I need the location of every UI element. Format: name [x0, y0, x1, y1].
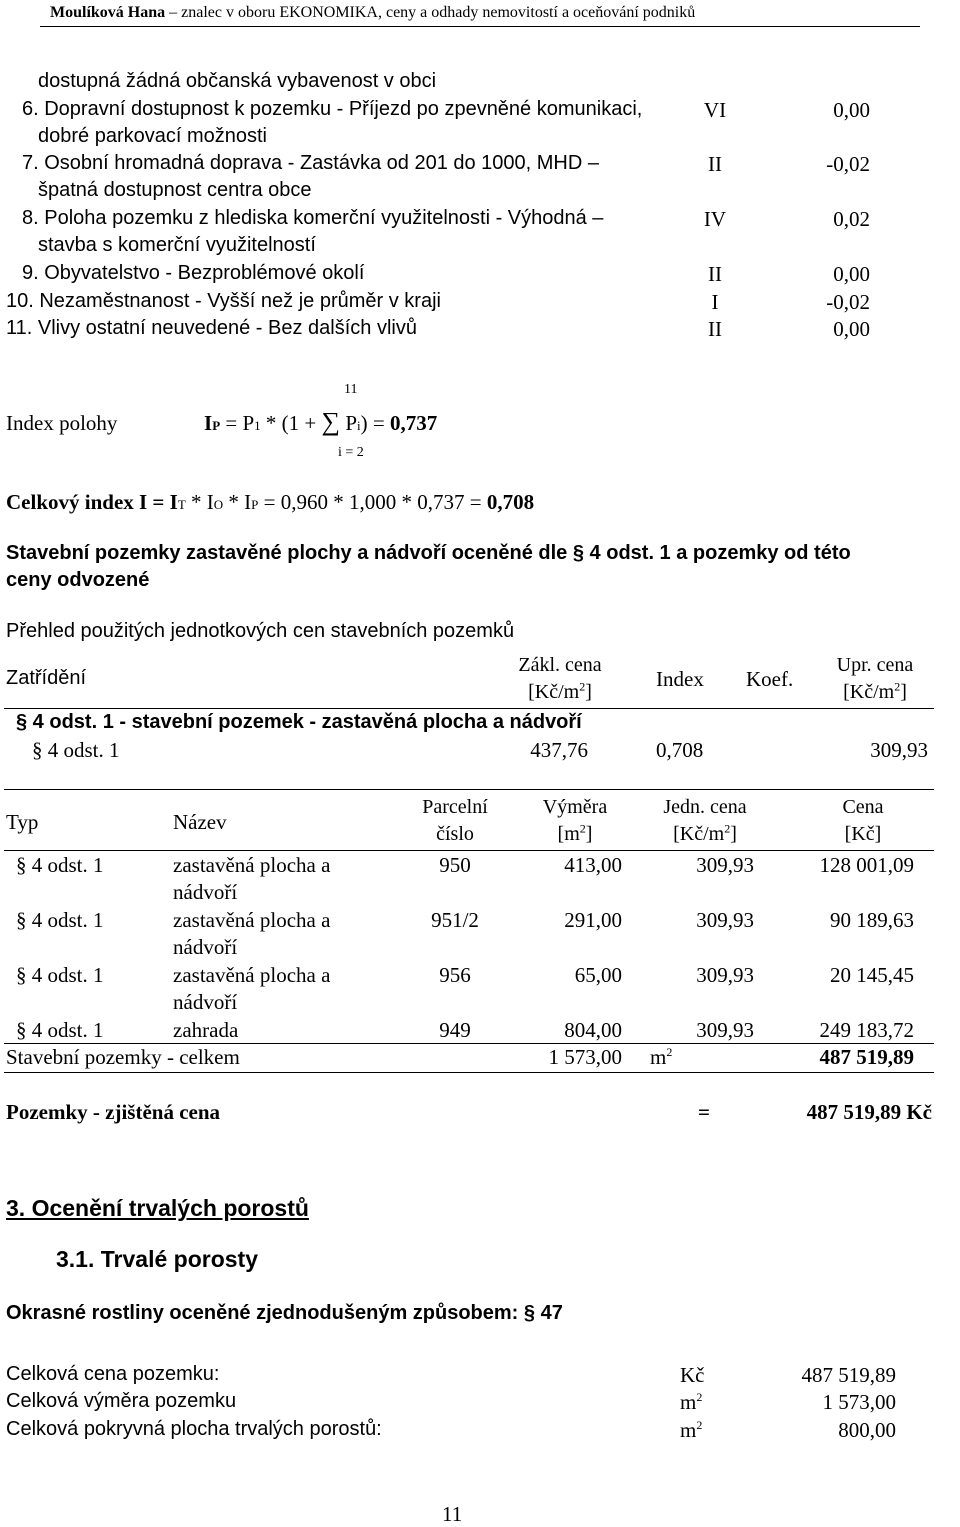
- summary-unit: $m^2$: [680, 1390, 703, 1414]
- celkovy-index-result: 0,708: [486, 490, 535, 514]
- section-pozemky-line2: ceny odvozené: [6, 569, 150, 591]
- summary-label: Celková pokryvná plocha trvalých porostů:: [6, 1418, 382, 1440]
- t1-row-zakl: 437,76: [530, 738, 588, 762]
- table-row-typ: § 4 odst. 1: [16, 908, 104, 932]
- page-header: [50, 4, 695, 22]
- prehled-title: Přehled použitých jednotkových cen stavebních pozemků: [6, 620, 515, 642]
- factor-10-class: I: [711, 290, 719, 314]
- table-row-nazev-cont: nádvoří: [173, 990, 238, 1014]
- table-row-nazev-cont: nádvoří: [173, 935, 238, 959]
- t1-header-upr-2: $[Kč/m^2]$: [843, 679, 907, 703]
- table-row-nazev: zastavěná plocha a: [173, 963, 331, 987]
- factor-8-name: 8. Poloha pozemku z hlediska komerční využitelnosti - Výhodná –: [22, 207, 604, 229]
- t2-header-rule: [4, 850, 934, 851]
- factor-6-class: VI: [703, 98, 727, 122]
- sigma-symbol: ∑: [321, 407, 341, 436]
- summary-value: 800,00: [838, 1418, 896, 1442]
- t2-header-cena-2: [Kč]: [844, 823, 882, 845]
- t2-total-vymera: 1 573,00: [548, 1045, 622, 1069]
- table-row-typ: § 4 odst. 1: [16, 963, 104, 987]
- zjistena-cena-eq: =: [698, 1100, 710, 1124]
- zjistena-cena-label: Pozemky - zjištěná cena: [6, 1100, 221, 1124]
- summary-label: Celková výměra pozemku: [6, 1390, 237, 1412]
- table-row-cena: 128 001,09: [819, 853, 914, 877]
- section-3-1-title: 3.1. Trvalé porosty: [56, 1246, 258, 1272]
- summary-label: Celková cena pozemku:: [6, 1363, 220, 1385]
- t2-total-rule-top: [4, 1043, 934, 1044]
- factor-8-name-cont: stavba s komerční využitelností: [38, 234, 316, 256]
- t1-group-label: § 4 odst. 1 - stavební pozemek - zastavěná plocha a nádvoří: [16, 711, 582, 733]
- t2-header-jedn-2: $[Kč/m^2]$: [673, 821, 737, 845]
- table-row-cena: 20 145,45: [830, 963, 914, 987]
- table-row-cena: 249 183,72: [819, 1018, 914, 1042]
- table-row-nazev: zahrada: [173, 1018, 239, 1042]
- t2-header-jedn-1: Jedn. cena: [663, 796, 747, 818]
- t1-header-koef: Koef.: [746, 667, 794, 691]
- t1-header-index: Index: [656, 667, 704, 691]
- t2-total-label: Stavební pozemky - celkem: [6, 1045, 240, 1069]
- table-row-jedn: 309,93: [696, 963, 754, 987]
- factor-8-class: IV: [703, 207, 727, 231]
- sum-lower-limit: i = 2: [338, 445, 364, 460]
- t2-header-typ: Typ: [6, 810, 39, 834]
- summary-unit: $m^2$: [680, 1418, 703, 1442]
- t1-header-rule: [4, 708, 934, 709]
- table-row-parcela: 950: [439, 853, 471, 877]
- t2-header-nazev: Název: [173, 810, 227, 834]
- factor-8-value: 0,02: [833, 207, 870, 231]
- factor-6-name-cont: dobré parkovací možnosti: [38, 125, 268, 147]
- table-row-nazev-cont: nádvoří: [173, 880, 238, 904]
- table-row-nazev: zastavěná plocha a: [173, 908, 331, 932]
- index-polohy-label: Index polohy: [6, 411, 118, 435]
- table-row-vymera: 804,00: [564, 1018, 622, 1042]
- table-row-jedn: 309,93: [696, 853, 754, 877]
- summary-value: 487 519,89: [801, 1363, 896, 1387]
- header-author: Moulíková Hana: [50, 4, 166, 21]
- page-number: 11: [442, 1502, 463, 1526]
- table-row-parcela: 951/2: [431, 908, 479, 932]
- t1-header-upr-1: Upr. cena: [836, 654, 914, 676]
- table-row-typ: § 4 odst. 1: [16, 1018, 104, 1042]
- section-3-title: 3. Ocenění trvalých porostů: [6, 1195, 309, 1221]
- table-row-nazev: zastavěná plocha a: [173, 853, 331, 877]
- t1-row-upr: 309,93: [870, 738, 928, 762]
- index-polohy-result: 0,737: [389, 411, 438, 435]
- table-row-cena: 90 189,63: [830, 908, 914, 932]
- t2-header-cena-1: Cena: [842, 796, 884, 818]
- factor-11-name: 11. Vlivy ostatní neuvedené - Bez dalších vlivů: [6, 317, 417, 339]
- t2-total-rule-bottom: [4, 1072, 934, 1073]
- okrasne-rostliny: Okrasné rostliny oceněné zjednodušeným způsobem: § 47: [6, 1302, 563, 1324]
- header-rule: [40, 26, 920, 27]
- t1-header-zatrideni: Zatřídění: [6, 667, 87, 689]
- factor-9-class: II: [708, 262, 722, 286]
- factor-6-name: 6. Dopravní dostupnost k pozemku - Příjezd po zpevněné komunikaci,: [22, 98, 643, 120]
- table-row-jedn: 309,93: [696, 908, 754, 932]
- factor-11-class: II: [708, 317, 722, 341]
- table-row-vymera: 291,00: [564, 908, 622, 932]
- factor-10-name: 10. Nezaměstnanost - Vyšší než je průměr v kraji: [6, 290, 441, 312]
- zjistena-cena-value: 487 519,89 Kč: [806, 1100, 932, 1124]
- factor-6-value: 0,00: [833, 98, 870, 122]
- t1-header-zakl-1: Zákl. cena: [518, 654, 602, 676]
- factor-7-name: 7. Osobní hromadná doprava - Zastávka od 201 do 1000, MHD –: [22, 152, 600, 174]
- t2-header-parcelni-1: Parcelní: [422, 796, 488, 818]
- t2-top-rule: [4, 789, 934, 790]
- index-polohy-formula: IP = P1 * (1 + ∑ Pi) = 0,737: [204, 407, 438, 436]
- table-row-vymera: 65,00: [574, 963, 622, 987]
- factor-line-0: dostupná žádná občanská vybavenost v obci: [38, 70, 437, 92]
- factor-11-value: 0,00: [833, 317, 870, 341]
- summary-value: 1 573,00: [822, 1390, 896, 1414]
- celkovy-index-formula: Celkový index I = IT * IO * IP = 0,960 * 1,000 * 0,737 = 0,708: [6, 490, 535, 514]
- table-row-parcela: 949: [439, 1018, 471, 1042]
- factor-9-value: 0,00: [833, 262, 870, 286]
- section-pozemky-line1: Stavební pozemky zastavěné plochy a nádvoří oceněné dle § 4 odst. 1 a pozemky od této: [6, 542, 851, 564]
- t2-total-unit: $m^2$: [650, 1045, 673, 1069]
- t1-header-zakl-2: $[Kč/m^2]$: [528, 679, 592, 703]
- t2-total-cena: 487 519,89: [819, 1045, 914, 1069]
- t1-row-zatrideni: § 4 odst. 1: [32, 738, 120, 762]
- factor-7-name-cont: špatná dostupnost centra obce: [38, 179, 312, 201]
- factor-7-class: II: [708, 152, 722, 176]
- factor-9-name: 9. Obyvatelstvo - Bezproblémové okolí: [22, 262, 365, 284]
- factor-10-value: -0,02: [826, 290, 870, 314]
- table-row-jedn: 309,93: [696, 1018, 754, 1042]
- t2-header-parcelni-2: číslo: [436, 823, 474, 845]
- table-row-vymera: 413,00: [564, 853, 622, 877]
- table-row-typ: § 4 odst. 1: [16, 853, 104, 877]
- t2-header-vymera-1: Výměra: [542, 796, 608, 818]
- summary-unit: Kč: [680, 1363, 705, 1387]
- t2-header-vymera-2: $[m^2]$: [557, 821, 593, 845]
- header-subtitle: – znalec v oboru EKONOMIKA, ceny a odhady nemovitostí a oceňování podniků: [169, 4, 696, 21]
- sum-upper-limit: 11: [344, 382, 358, 397]
- factor-7-value: -0,02: [826, 152, 870, 176]
- t1-row-index: 0,708: [656, 738, 704, 762]
- table-row-parcela: 956: [439, 963, 471, 987]
